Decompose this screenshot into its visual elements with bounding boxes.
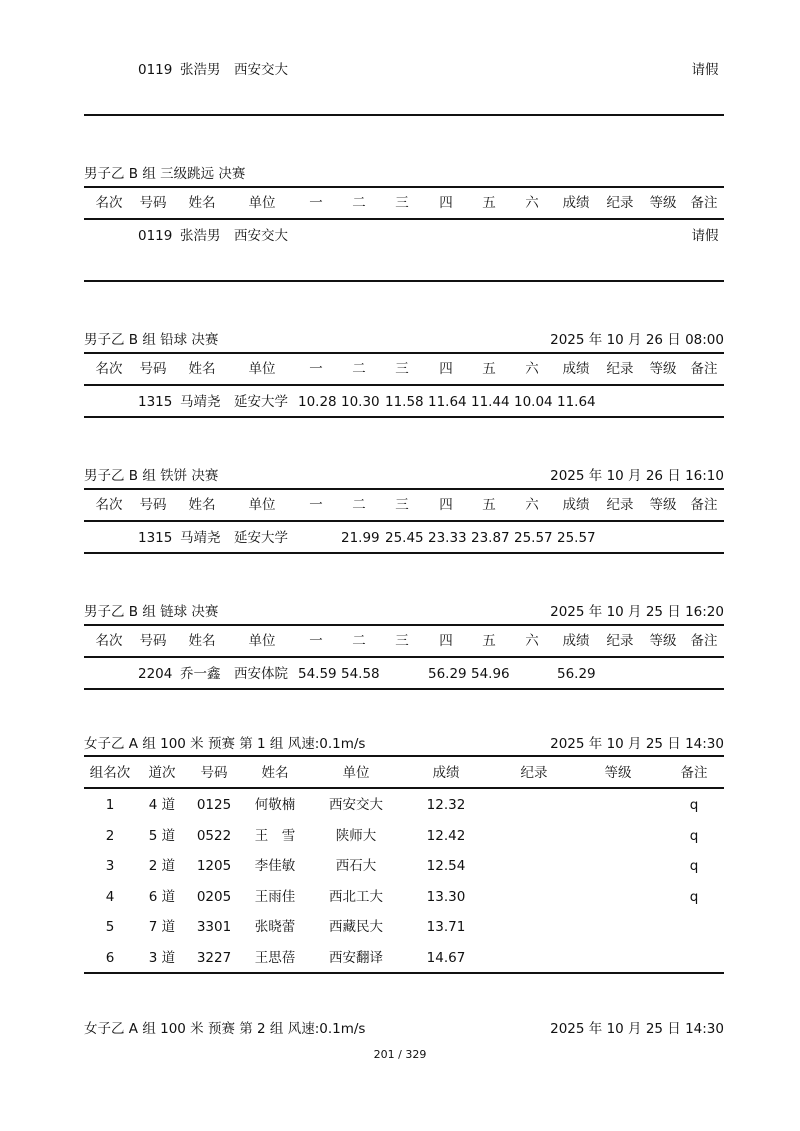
cell-t1: 54.59 [298,666,337,682]
section-title: 男子乙 B 组 铁饼 决赛 [84,468,219,484]
column-header: 等级 [649,361,677,377]
cell-t4: 11.64 [428,394,467,410]
cell-result: 12.54 [426,858,466,875]
column-header: 一 [309,497,323,513]
column-header: 六 [525,195,539,211]
cell-unit: 陕师大 [335,827,377,844]
column-header: 组名次 [89,765,131,781]
section-title: 男子乙 B 组 三级跳远 决赛 [84,166,246,182]
column-header: 名次 [95,361,123,377]
column-header: 号码 [139,633,167,649]
column-header: 四 [439,497,453,513]
cell-lane: 2 道 [148,858,176,875]
cell-name: 王雨佳 [254,888,296,905]
column-header: 三 [395,633,409,649]
column-header: 姓名 [188,497,216,513]
cell-result: 12.42 [426,827,466,844]
cell-code: 0119 [138,228,173,244]
cell-t4: 56.29 [428,666,467,682]
cell-t5: 54.96 [471,666,510,682]
column-header: 号码 [139,497,167,513]
column-header: 二 [352,497,366,513]
athlete-code: 0119 [138,62,173,78]
column-header: 纪录 [606,361,634,377]
column-header: 成绩 [562,361,590,377]
section-datetime: 2025 年 10 月 25 日 14:30 [550,1021,724,1037]
cell-code: 1205 [196,858,232,875]
cell-t1: 10.28 [298,394,337,410]
cell-lane: 4 道 [148,797,176,813]
cell-lane: 6 道 [148,888,176,905]
cell-result: 13.30 [426,888,466,905]
section-title: 女子乙 A 组 100 米 预赛 第 2 组 风速:0.1m/s [84,1021,366,1037]
column-header: 单位 [248,497,276,513]
section-title: 女子乙 A 组 100 米 预赛 第 1 组 风速:0.1m/s [84,736,366,752]
column-header: 六 [525,633,539,649]
cell-t2: 54.58 [341,666,380,682]
cell-unit: 西藏民大 [329,919,383,936]
column-header: 五 [482,633,496,649]
cell-code: 1315 [138,530,173,546]
column-header: 纪录 [520,765,548,781]
cell-rank: 1 [105,797,115,813]
column-header: 一 [309,195,323,211]
column-header: 三 [395,361,409,377]
cell-result: 56.29 [557,666,596,682]
cell-lane: 7 道 [148,919,176,936]
cell-result: 11.64 [557,394,596,410]
cell-rank: 3 [105,858,115,875]
column-header: 号码 [139,361,167,377]
cell-note: q [689,797,699,813]
column-header: 五 [482,361,496,377]
column-header: 二 [352,195,366,211]
column-header: 号码 [200,765,228,781]
column-header: 名次 [95,195,123,211]
column-header: 单位 [248,195,276,211]
cell-lane: 5 道 [148,827,176,844]
cell-rank: 2 [105,827,115,844]
cell-code: 3227 [196,950,232,966]
table-bottom-rule [84,280,724,282]
table-header-rule [84,656,724,658]
column-header: 姓名 [188,361,216,377]
cell-unit: 西安体院 [234,666,288,682]
cell-t5: 11.44 [471,394,510,410]
column-header: 备注 [680,765,708,781]
column-header: 姓名 [188,195,216,211]
table-header-rule [84,787,724,789]
cell-code: 3301 [196,919,232,936]
section-datetime: 2025 年 10 月 25 日 14:30 [550,736,724,752]
column-header: 成绩 [562,497,590,513]
table-top-rule [84,352,724,354]
section-datetime: 2025 年 10 月 26 日 16:10 [550,468,724,484]
table-bottom-rule [84,552,724,554]
cell-t3: 11.58 [385,394,424,410]
column-header: 成绩 [562,633,590,649]
cell-result: 13.71 [426,919,466,936]
cell-name: 王 雪 [254,827,296,844]
cell-result: 12.32 [426,797,466,813]
cell-unit: 延安大学 [234,530,288,546]
column-header: 号码 [139,195,167,211]
section-datetime: 2025 年 10 月 26 日 08:00 [550,332,724,348]
athlete-note: 请假 [691,62,719,78]
section-title: 男子乙 B 组 铅球 决赛 [84,332,219,348]
cell-t4: 23.33 [428,530,467,546]
cell-result: 25.57 [557,530,596,546]
section-title: 男子乙 B 组 链球 决赛 [84,604,219,620]
cell-rank: 6 [105,950,115,966]
column-header: 等级 [604,765,632,781]
column-header: 名次 [95,633,123,649]
cell-t2: 21.99 [341,530,380,546]
table-bottom-rule [84,416,724,418]
cell-note: 请假 [691,228,719,244]
column-header: 六 [525,361,539,377]
column-header: 备注 [690,497,718,513]
table-bottom-rule [84,972,724,974]
column-header: 二 [352,361,366,377]
cell-unit: 西安翻译 [329,950,383,966]
column-header: 三 [395,497,409,513]
cell-code: 0205 [196,888,232,905]
cell-unit: 西安交大 [329,797,383,813]
athlete-name: 张浩男 [180,62,221,78]
column-header: 四 [439,361,453,377]
cell-name: 马靖尧 [180,394,221,410]
column-header: 四 [439,633,453,649]
table-bottom-rule [84,114,724,116]
cell-rank: 5 [105,919,115,936]
column-header: 六 [525,497,539,513]
column-header: 单位 [248,361,276,377]
section-datetime: 2025 年 10 月 25 日 16:20 [550,604,724,620]
cell-code: 1315 [138,394,173,410]
table-bottom-rule [84,688,724,690]
column-header: 三 [395,195,409,211]
column-header: 单位 [248,633,276,649]
column-header: 一 [309,633,323,649]
cell-unit: 延安大学 [234,394,288,410]
column-header: 姓名 [261,765,289,781]
column-header: 备注 [690,361,718,377]
cell-name: 王思蓓 [254,950,296,966]
cell-name: 何敬楠 [254,797,296,813]
column-header: 等级 [649,195,677,211]
cell-lane: 3 道 [148,950,176,966]
cell-unit: 西北工大 [329,888,383,905]
cell-t3: 25.45 [385,530,424,546]
table-header-rule [84,218,724,220]
column-header: 纪录 [606,195,634,211]
cell-code: 2204 [138,666,173,682]
column-header: 等级 [649,633,677,649]
column-header: 道次 [148,765,176,781]
table-top-rule [84,755,724,757]
table-header-rule [84,384,724,386]
table-top-rule [84,488,724,490]
cell-result: 14.67 [426,950,466,966]
column-header: 备注 [690,633,718,649]
table-header-rule [84,520,724,522]
cell-t6: 10.04 [514,394,553,410]
column-header: 五 [482,497,496,513]
cell-code: 0522 [196,827,232,844]
column-header: 成绩 [432,765,460,781]
cell-name: 李佳敏 [254,858,296,875]
cell-unit: 西安交大 [234,228,288,244]
cell-unit: 西石大 [335,858,377,875]
column-header: 纪录 [606,497,634,513]
column-header: 二 [352,633,366,649]
cell-note: q [689,888,699,905]
column-header: 纪录 [606,633,634,649]
column-header: 五 [482,195,496,211]
cell-name: 张浩男 [180,228,221,244]
cell-name: 张晓蕾 [254,919,296,936]
cell-t2: 10.30 [341,394,380,410]
column-header: 四 [439,195,453,211]
column-header: 姓名 [188,633,216,649]
athlete-unit: 西安交大 [234,62,288,78]
cell-note: q [689,858,699,875]
page-number: 201 / 329 [373,1048,427,1061]
column-header: 名次 [95,497,123,513]
cell-t5: 23.87 [471,530,510,546]
column-header: 单位 [342,765,370,781]
column-header: 等级 [649,497,677,513]
column-header: 一 [309,361,323,377]
table-top-rule [84,624,724,626]
cell-name: 马靖尧 [180,530,221,546]
cell-t6: 25.57 [514,530,553,546]
cell-rank: 4 [105,888,115,905]
cell-code: 0125 [196,797,232,813]
table-top-rule [84,186,724,188]
cell-name: 乔一鑫 [180,666,221,682]
column-header: 成绩 [562,195,590,211]
column-header: 备注 [690,195,718,211]
cell-note: q [689,827,699,844]
